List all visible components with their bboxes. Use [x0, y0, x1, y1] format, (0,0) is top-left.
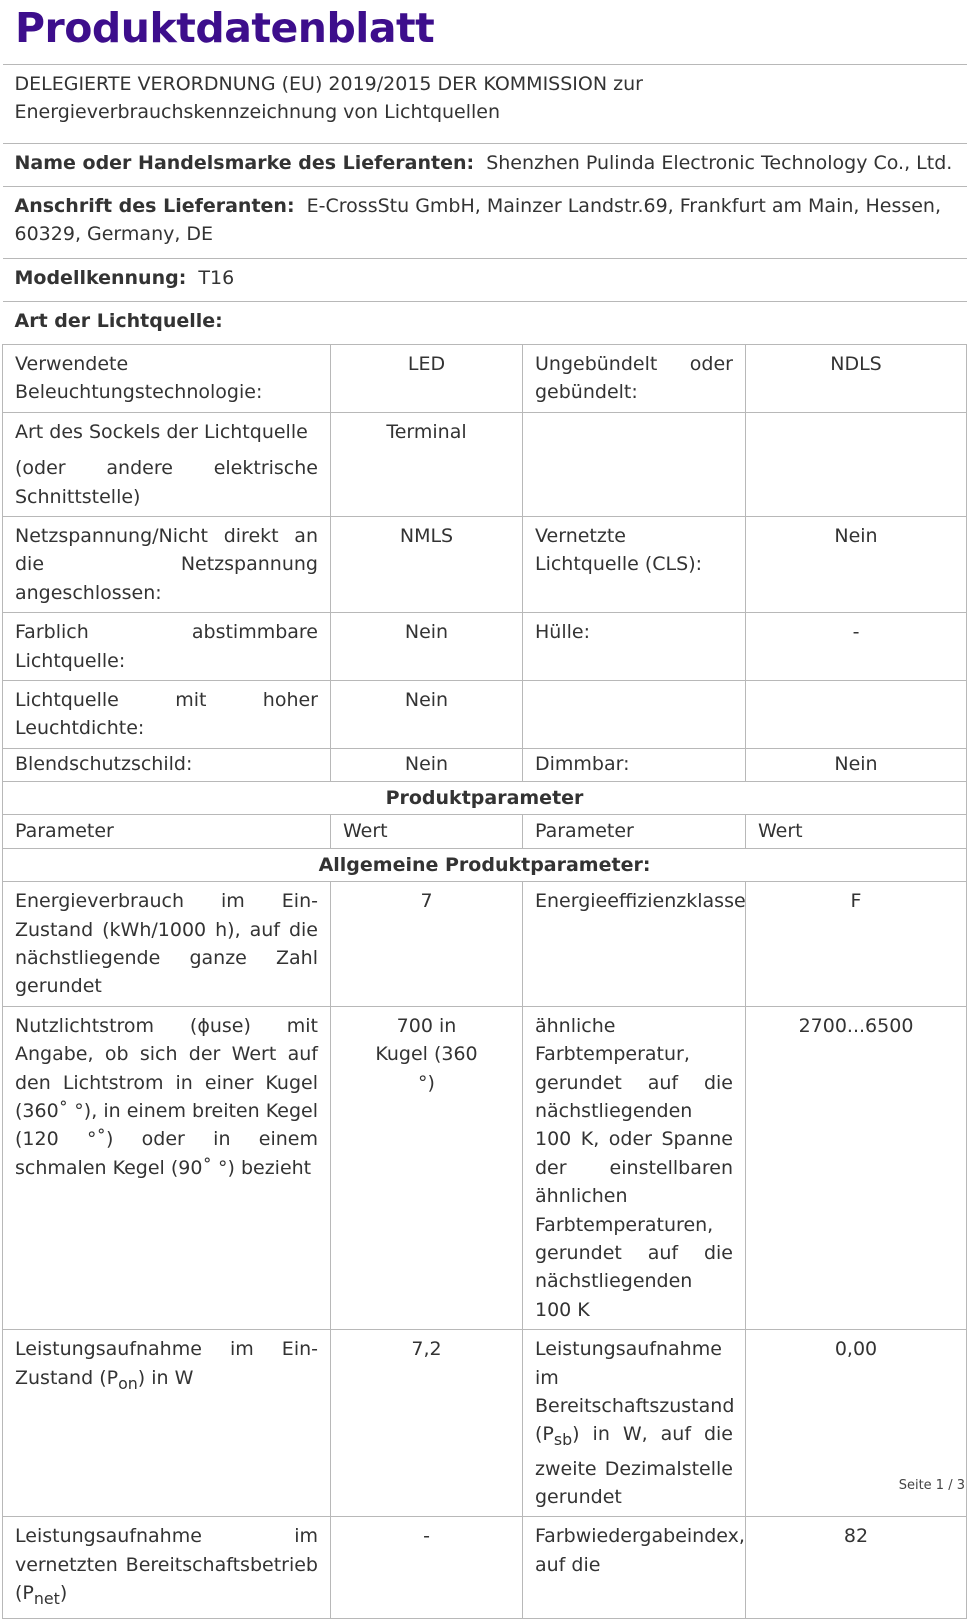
model-value: T16 [198, 267, 235, 289]
cell-value: 7,2 [331, 1330, 523, 1517]
table-row [3, 345, 967, 413]
cell-param [523, 681, 746, 749]
cell-param: Netzspannung/Nicht direkt an die Netzspannung angeschlossen: [3, 517, 331, 613]
supplier-name-row [3, 144, 967, 187]
table-row [3, 1006, 967, 1329]
socket-type-label: Art des Sockels der Lichtquelle [15, 420, 308, 443]
socket-type-note: (oder andere elektrische Schnittstelle) [15, 457, 318, 508]
cell-param: Dimmbar: [523, 748, 746, 781]
column-header-row [3, 815, 967, 848]
column-header: Wert [331, 815, 523, 848]
product-parameters-heading: Produktparameter [3, 781, 967, 814]
cell-value: LED [331, 345, 523, 413]
cell-value: Nein [746, 748, 967, 781]
cell-value: 7 [331, 882, 523, 1007]
cell-param: Farblich abstimmbare Lichtquelle: [3, 613, 331, 681]
page-number: Seite 1 / 3 [898, 1478, 965, 1493]
cell-param: Ungebündelt oder gebündelt: [523, 345, 746, 413]
cell-param: Blendschutzschild: [3, 748, 331, 781]
cell-param: Farbwiedergabeindex, auf die [523, 1517, 746, 1619]
supplier-address-label: Anschrift des Lieferanten: [14, 195, 295, 217]
table-row [3, 613, 967, 681]
cell-value: 2700...6500 [746, 1006, 967, 1329]
cell-value: NDLS [746, 345, 967, 413]
cell-param: Lichtquelle mit hoher Leuchtdichte: [3, 681, 331, 749]
supplier-address-value: E-CrossStu GmbH, Mainzer Landstr.69, Frankfurt am Main, Hessen, 60329, Germany, DE [14, 195, 942, 246]
cell-value: NMLS [331, 517, 523, 613]
cell-value: F [746, 882, 967, 1007]
cell-value: - [746, 613, 967, 681]
cell-param: Vernetzte Lichtquelle (CLS): [523, 517, 746, 613]
table-row [3, 1517, 967, 1619]
table-row [3, 1330, 967, 1517]
cell-value: Nein [746, 517, 967, 613]
supplier-address-row [3, 187, 967, 259]
table-row [3, 681, 967, 749]
regulation-text: DELEGIERTE VERORDNUNG (EU) 2019/2015 DER KOMMISSION zur Energieverbrauchskennzeichnung von Lichtquellen [3, 65, 967, 144]
cell-param: Leistungsaufnahme im Bereitschaftszustand $(P_{sb})$ in W, auf die zweite Dezimalstelle gerundet [523, 1330, 746, 1517]
cell-value: 0,00 [746, 1330, 967, 1517]
cell-param: Hülle: [523, 613, 746, 681]
cell-param [523, 412, 746, 516]
cell-param: Leistungsaufnahme im vernetzten Bereitschaftsbetrieb $(P_{net})$ [3, 1517, 331, 1619]
cell-param: ähnliche Farbtemperatur, gerundet auf die nächstliegenden 100 K, oder Spanne der einstellbaren ähnlichen Farbtemperaturen, gerundet auf die nächstliegenden 100 K [523, 1006, 746, 1329]
general-parameters-heading: Allgemeine Produktparameter: [3, 848, 967, 881]
supplier-name-label: Name oder Handelsmarke des Lieferanten: [14, 152, 475, 174]
cell-param: Leistungsaufnahme im Ein-Zustand $(P_{on})$ in W [3, 1330, 331, 1517]
supplier-name-value: Shenzhen Pulinda Electronic Technology Co., Ltd. [486, 152, 953, 174]
model-row [3, 259, 967, 302]
table-row [3, 517, 967, 613]
cell-param: Nutzlichtstrom (ϕuse) mit Angabe, ob sich der Wert auf den Lichtstrom in einer Kugel (360˚ °), in einem breiten Kegel (120 °˚) oder in einem schmalen Kegel (90˚ °) bezieht [3, 1006, 331, 1329]
cell-value [746, 681, 967, 749]
cell-value: 700 in Kugel (360 °) [331, 1006, 523, 1329]
cell-param [3, 412, 331, 516]
cell-value [746, 412, 967, 516]
table-row [3, 882, 967, 1007]
cell-value: 82 [746, 1517, 967, 1619]
cell-value: - [331, 1517, 523, 1619]
datasheet-table [2, 64, 967, 1619]
cell-value: Nein [331, 748, 523, 781]
table-row [3, 412, 967, 516]
cell-param: Energieverbrauch im Ein-Zustand (kWh/1000 h), auf die nächstliegende ganze Zahl gerundet [3, 882, 331, 1007]
column-header: Parameter [523, 815, 746, 848]
cell-value: Nein [331, 613, 523, 681]
cell-value: Terminal [331, 412, 523, 516]
column-header: Wert [746, 815, 967, 848]
document-title: Produktdatenblatt [15, 4, 435, 52]
model-label: Modellkennung: [14, 267, 187, 289]
cell-param: Energieeffizienzklasse [523, 882, 746, 1007]
column-header: Parameter [3, 815, 331, 848]
light-source-type-heading: Art der Lichtquelle: [3, 302, 967, 345]
table-row [3, 748, 967, 781]
cell-value: Nein [331, 681, 523, 749]
cell-param: Verwendete Beleuchtungstechnologie: [3, 345, 331, 413]
